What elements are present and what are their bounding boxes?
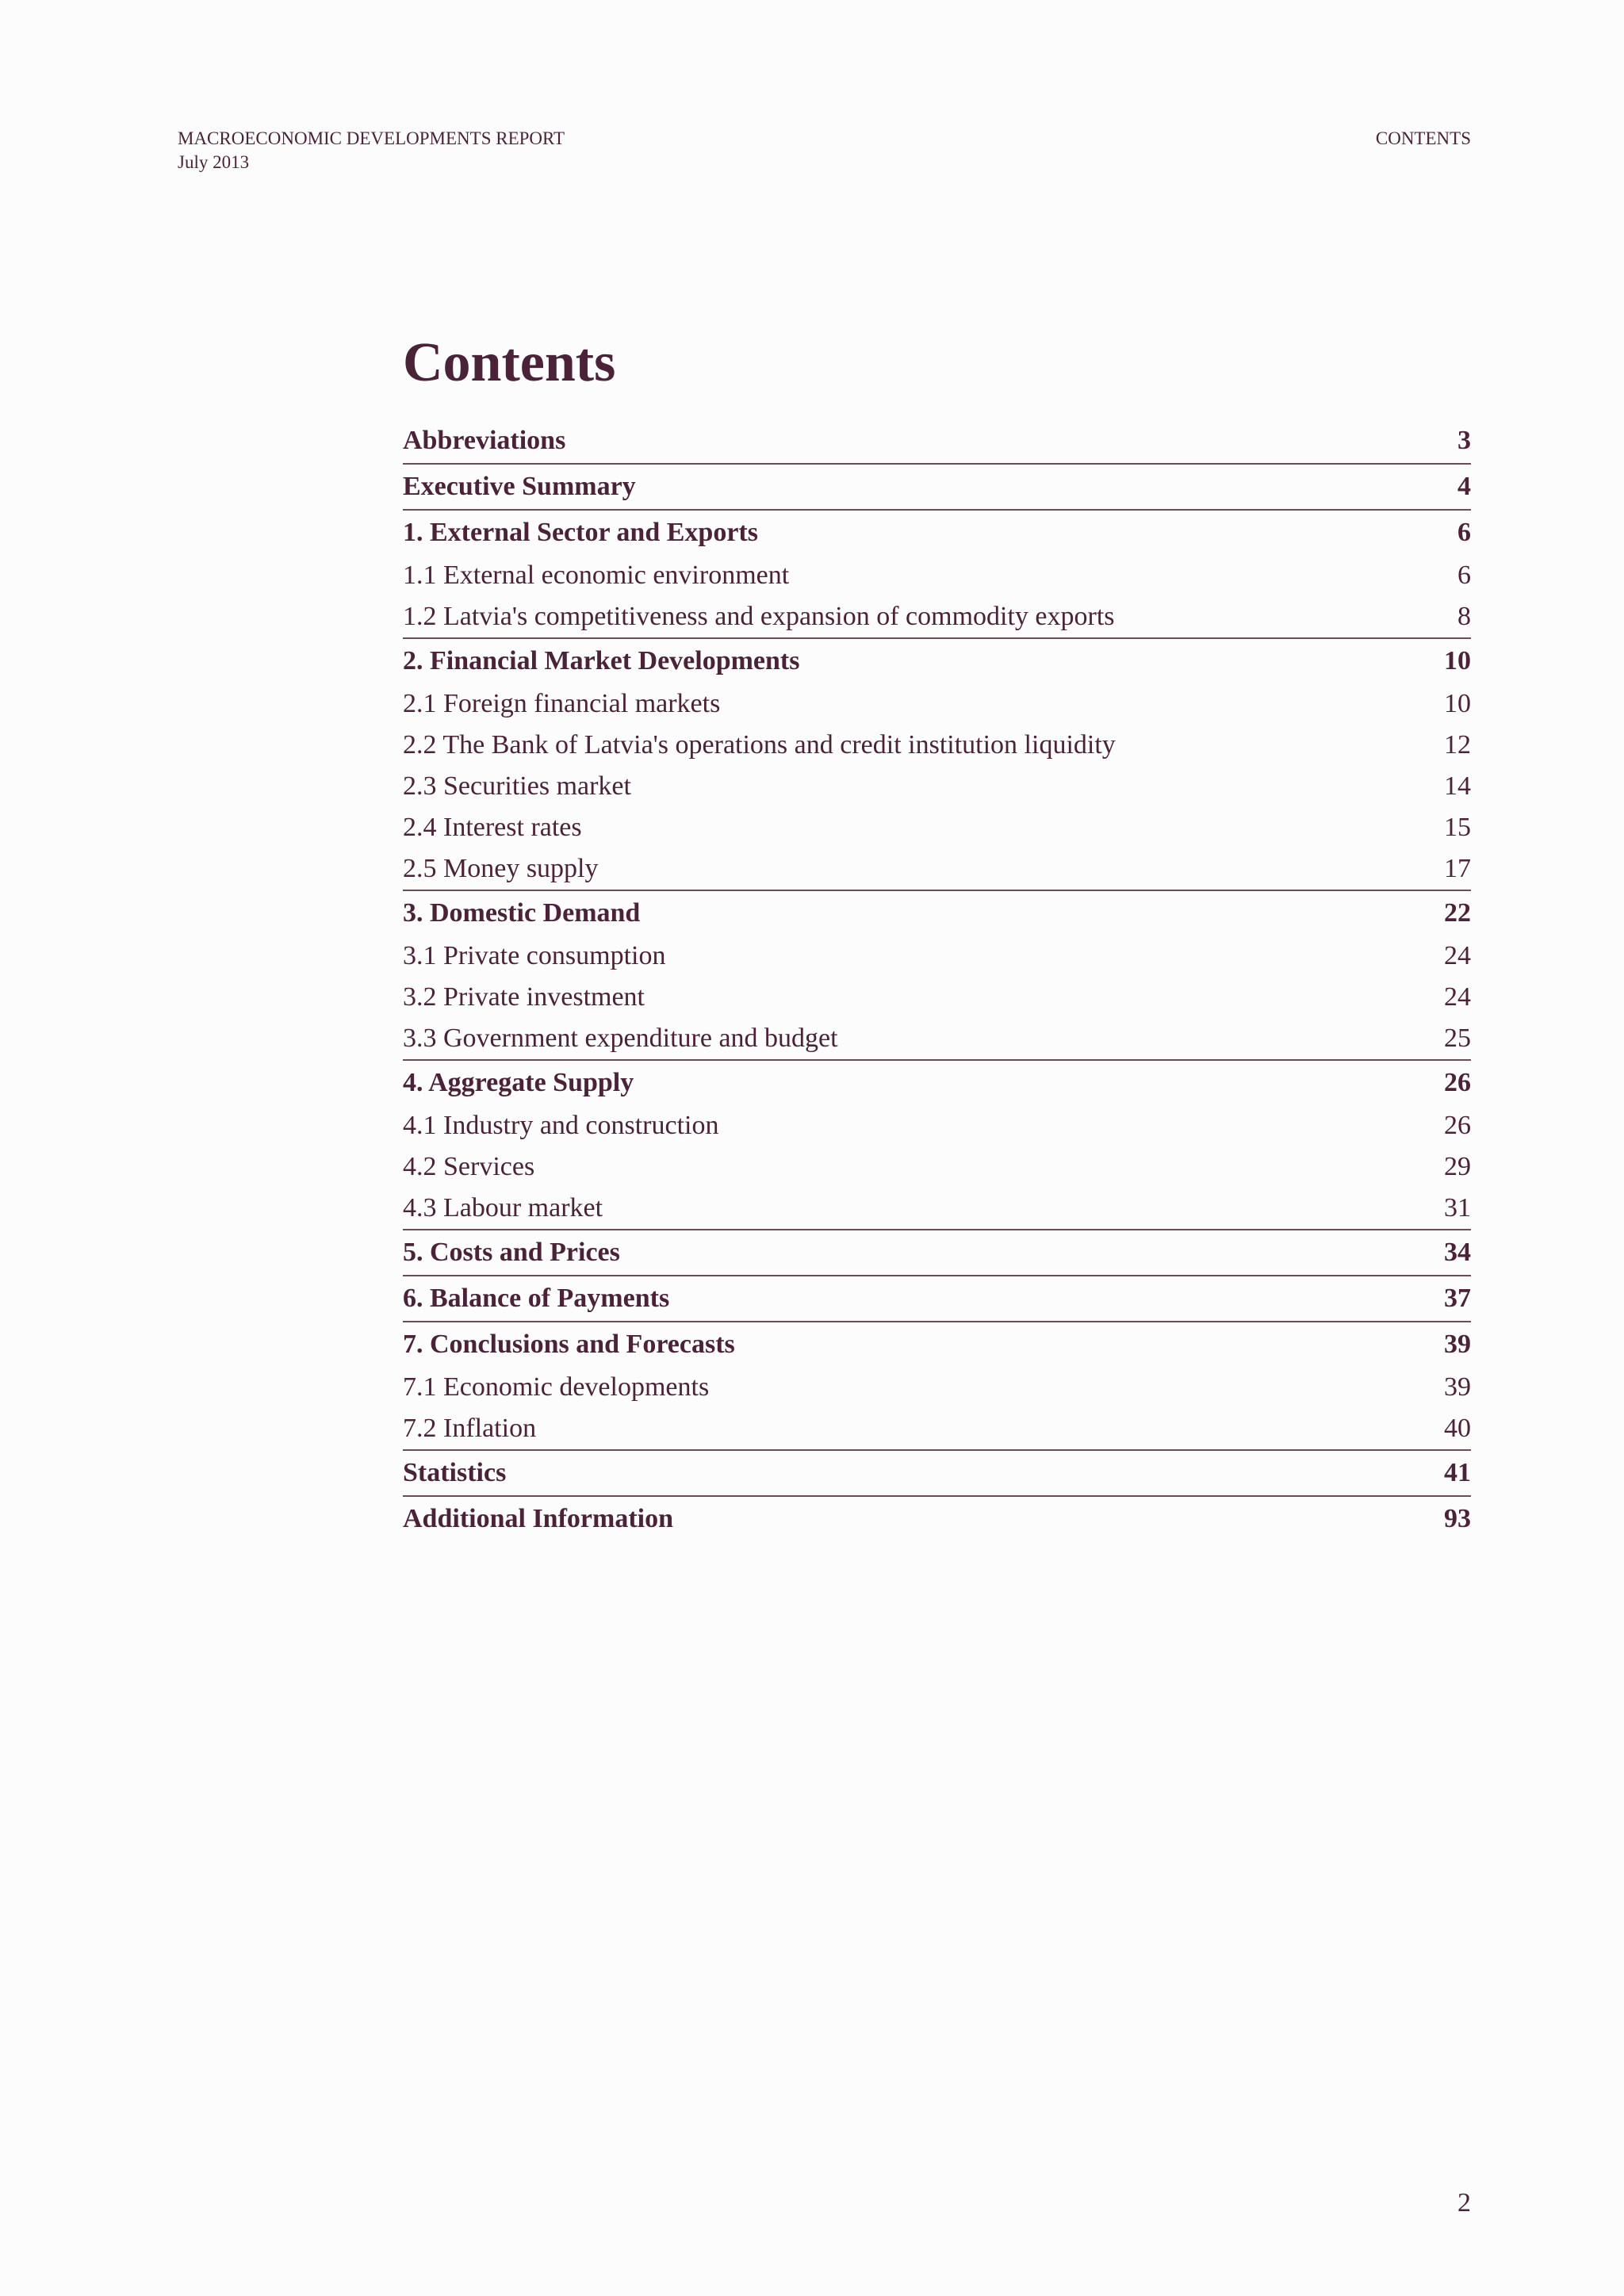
- toc-section-entry[interactable]: [403, 1451, 1471, 1497]
- toc-entry-page: 31: [1444, 1193, 1471, 1223]
- toc-entry-page: 3: [1457, 426, 1471, 455]
- toc-entry-label: 1.1 External economic environment: [403, 561, 790, 590]
- toc-section-entry[interactable]: [403, 639, 1471, 683]
- toc-subsection-entry[interactable]: [403, 807, 1471, 848]
- toc-entry-page: 25: [1444, 1024, 1471, 1053]
- toc-subsection-entry[interactable]: [403, 977, 1471, 1018]
- page-title: Contents: [403, 332, 616, 393]
- toc-section-entry[interactable]: [403, 1276, 1471, 1322]
- toc-subsection-entry[interactable]: [403, 848, 1471, 891]
- toc-entry-page: 8: [1457, 602, 1471, 631]
- toc-entry-page: 26: [1444, 1111, 1471, 1140]
- toc-subsection-entry[interactable]: [403, 936, 1471, 977]
- toc-list: [403, 419, 1471, 1541]
- toc-entry-page: 22: [1444, 898, 1471, 928]
- toc-entry-page: 41: [1444, 1458, 1471, 1487]
- report-date: July 2013: [178, 152, 250, 172]
- toc-subsection-entry[interactable]: [403, 1188, 1471, 1230]
- toc-entry-label: 2.3 Securities market: [403, 771, 631, 801]
- toc-entry-label: 3. Domestic Demand: [403, 898, 641, 928]
- toc-subsection-entry[interactable]: [403, 1367, 1471, 1408]
- section-name: CONTENTS: [1375, 128, 1471, 148]
- toc-entry-label: 1.2 Latvia's competitiveness and expansion of commodity exports: [403, 602, 1115, 631]
- toc-subsection-entry[interactable]: [403, 725, 1471, 766]
- toc-entry-label: 3.2 Private investment: [403, 982, 645, 1012]
- toc-section-entry[interactable]: [403, 891, 1471, 936]
- toc-section-entry[interactable]: [403, 1322, 1471, 1367]
- toc-entry-page: 14: [1444, 771, 1471, 801]
- toc-entry-label: 6. Balance of Payments: [403, 1284, 670, 1313]
- toc-entry-label: 1. External Sector and Exports: [403, 518, 758, 547]
- toc-section-entry[interactable]: [403, 1230, 1471, 1276]
- toc-entry-page: 39: [1444, 1372, 1471, 1402]
- toc-entry-label: 2.4 Interest rates: [403, 813, 582, 842]
- toc-entry-label: 7.2 Inflation: [403, 1414, 537, 1443]
- toc-section-entry[interactable]: [403, 511, 1471, 555]
- toc-entry-page: 6: [1457, 518, 1471, 547]
- toc-entry-label: Statistics: [403, 1458, 507, 1487]
- toc-entry-page: 24: [1444, 982, 1471, 1012]
- toc-entry-page: 15: [1444, 813, 1471, 842]
- toc-section-entry[interactable]: [403, 465, 1471, 511]
- toc-subsection-entry[interactable]: [403, 1105, 1471, 1146]
- toc-entry-page: 10: [1444, 646, 1471, 675]
- toc-entry-label: 7. Conclusions and Forecasts: [403, 1330, 735, 1359]
- toc-entry-label: Executive Summary: [403, 472, 636, 501]
- toc-entry-label: 4. Aggregate Supply: [403, 1068, 634, 1097]
- toc-section-entry[interactable]: [403, 1497, 1471, 1541]
- toc-subsection-entry[interactable]: [403, 596, 1471, 639]
- toc-entry-label: Additional Information: [403, 1504, 673, 1533]
- toc-section-entry[interactable]: [403, 1061, 1471, 1105]
- toc-entry-page: 93: [1444, 1504, 1471, 1533]
- toc-subsection-entry[interactable]: [403, 1146, 1471, 1188]
- toc-subsection-entry[interactable]: [403, 1408, 1471, 1451]
- toc-entry-label: 2.2 The Bank of Latvia's operations and credit institution liquidity: [403, 730, 1116, 760]
- toc-entry-label: 2. Financial Market Developments: [403, 646, 800, 675]
- toc-entry-label: 4.1 Industry and construction: [403, 1111, 719, 1140]
- page-number: 2: [1457, 2188, 1471, 2218]
- report-title: MACROECONOMIC DEVELOPMENTS REPORT: [178, 128, 565, 148]
- toc-section-entry[interactable]: [403, 419, 1471, 465]
- toc-entry-page: 10: [1444, 689, 1471, 718]
- toc-entry-label: 7.1 Economic developments: [403, 1372, 710, 1402]
- toc-subsection-entry[interactable]: [403, 766, 1471, 807]
- toc-subsection-entry[interactable]: [403, 683, 1471, 725]
- toc-entry-label: 2.5 Money supply: [403, 854, 599, 883]
- toc-entry-page: 29: [1444, 1152, 1471, 1181]
- table-of-contents: [403, 325, 1471, 1541]
- toc-subsection-entry[interactable]: [403, 1018, 1471, 1061]
- toc-entry-label: 5. Costs and Prices: [403, 1238, 620, 1267]
- toc-entry-page: 26: [1444, 1068, 1471, 1097]
- toc-entry-page: 6: [1457, 561, 1471, 590]
- toc-entry-label: 3.1 Private consumption: [403, 941, 666, 970]
- toc-entry-page: 40: [1444, 1414, 1471, 1443]
- toc-entry-label: Abbreviations: [403, 426, 566, 455]
- running-header: [178, 127, 565, 174]
- toc-entry-label: 4.3 Labour market: [403, 1193, 603, 1223]
- toc-entry-page: 24: [1444, 941, 1471, 970]
- toc-entry-page: 39: [1444, 1330, 1471, 1359]
- toc-subsection-entry[interactable]: [403, 555, 1471, 596]
- toc-entry-page: 37: [1444, 1284, 1471, 1313]
- toc-entry-label: 4.2 Services: [403, 1152, 535, 1181]
- toc-entry-label: 3.3 Government expenditure and budget: [403, 1024, 838, 1053]
- toc-entry-label: 2.1 Foreign financial markets: [403, 689, 721, 718]
- toc-entry-page: 4: [1457, 472, 1471, 501]
- toc-entry-page: 17: [1444, 854, 1471, 883]
- toc-entry-page: 12: [1444, 730, 1471, 760]
- toc-entry-page: 34: [1444, 1238, 1471, 1267]
